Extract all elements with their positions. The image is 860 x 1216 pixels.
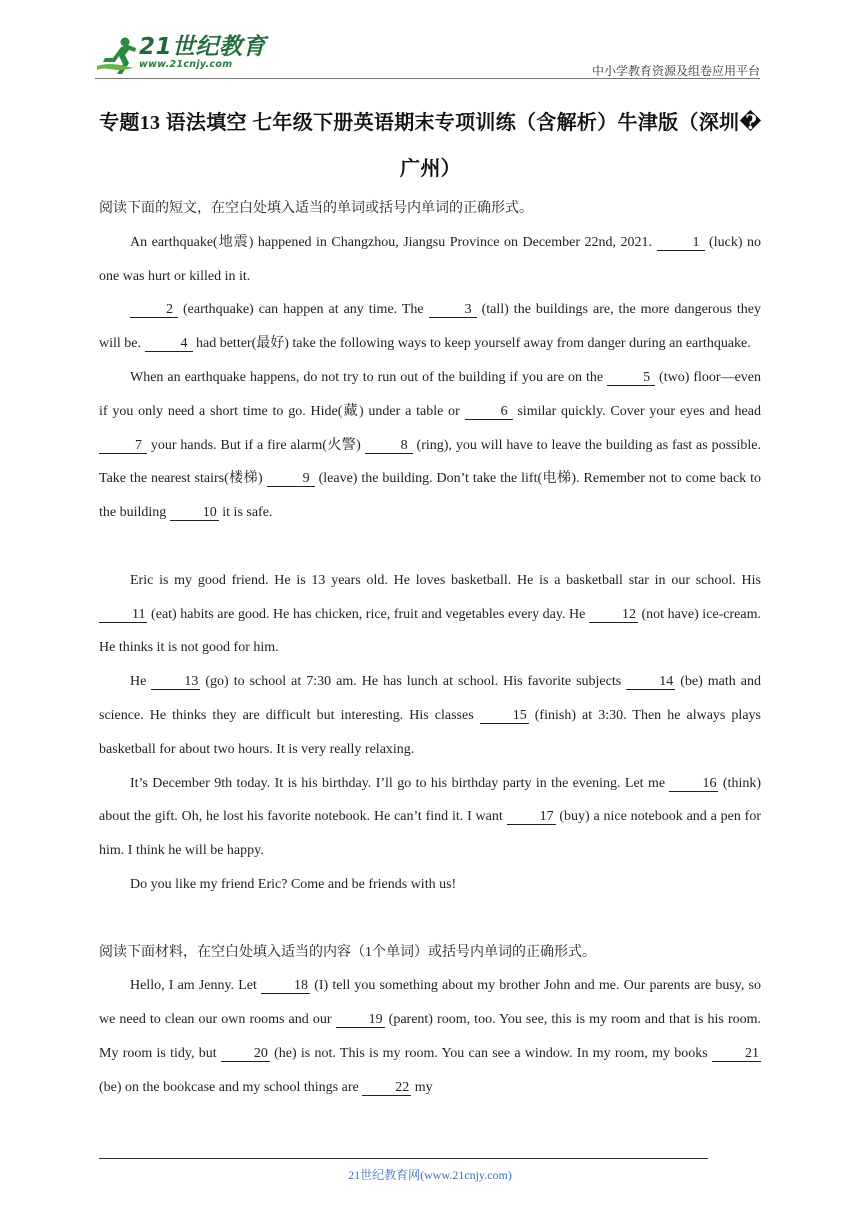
blank-5: 5 [607,370,655,386]
blank-20: 20 [221,1046,270,1062]
blank-11: 11 [99,607,147,623]
paragraph: Hello, I am Jenny. Let 18 (I) tell you something about my brother John and me. Our parents are busy, so we need to clean our own rooms and our 19 (parent) room, too. You see, this is my room and that is his room. My room is tidy, but 20 (he) is not. This is my room. You can see a window. In my room, my books 21 (be) on the bookcase and my school things are 22 my [99,978,761,1095]
blank-3: 3 [429,302,477,318]
blank-14: 14 [626,674,675,690]
site-logo [95,36,266,76]
paragraph: An earthquake(地震) happened in Changzhou, Jiangsu Province on December 22nd, 2021. 1 (luck) no one was hurt or killed in it. [99,234,761,284]
footer-source[interactable]: 21世纪教育网(www.21cnjy.com) [348,1168,512,1182]
blank-18: 18 [261,978,310,994]
blank-21: 21 [712,1046,761,1062]
paragraph: It’s December 9th today. It is his birthday. I’ll go to his birthday party in the evening. Let me 16 (think) about the gift. Oh, he lost his favorite notebook. He can’t find it. I want 17 (buy) a nice notebook and a pen for him. I think he will be happy. [99,775,761,859]
paragraph: Eric is my good friend. He is 13 years old. He loves basketball. He is a basketball star in our school. His 11 (eat) habits are good. He has chicken, rice, fruit and vegetables every day. He 12 (not have) ice-cream. He thinks it is not good for him. [99,572,761,656]
blank-1: 1 [657,235,705,251]
blank-7: 7 [99,438,147,454]
blank-12: 12 [589,607,638,623]
blank-22: 22 [362,1080,411,1096]
logo-url: www.21cnjy.com [139,59,233,70]
blank-9: 9 [267,471,315,487]
passage3-instruction: 阅读下面材料，在空白处填入适当的内容（1个单词）或括号内单词的正确形式。 [99,944,596,960]
passage1-instruction: 阅读下面的短文，在空白处填入适当的单词或括号内单词的正确形式。 [99,201,533,216]
blank-13: 13 [151,674,200,690]
footer-divider [99,1158,708,1159]
logo-wordmark: 21世纪教育 [139,34,267,60]
blank-17: 17 [507,809,556,825]
blank-19: 19 [336,1012,385,1028]
blank-4: 4 [145,336,193,352]
paragraph: He 13 (go) to school at 7:30 am. He has lunch at school. His favorite subjects 14 (be) math and science. He thinks they are difficult but interesting. His classes 15 (finish) at 3:30. Then he always plays basketball for about two hours. It is very really relaxing. [99,674,761,757]
blank-8: 8 [365,438,413,454]
document-body [99,192,761,1105]
paragraph: 2 (earthquake) can happen at any time. The 3 (tall) the buildings are, the more dangerous they will be. 4 had better(最好) take the following ways to keep yourself away from danger during an earthquake. [99,302,761,352]
paragraph: Do you like my friend Eric? Come and be friends with us! [130,876,457,892]
blank-15: 15 [480,708,529,724]
blank-10: 10 [170,505,219,521]
blank-6: 6 [465,404,513,420]
paragraph: When an earthquake happens, do not try to run out of the building if you are on the 5 (two) floor—even if you only need a short time to go. Hide(藏) under a table or 6 similar quickly. Cover your eyes and head 7 your hands. But if a fire alarm(火警) 8 (ring), you will have to leave the building as fast as possible. Take the nearest stairs(楼梯) 9 (leave) the building. Don’t take the lift(电梯). Remember not to come back to the building 10 it is safe. [99,369,762,521]
runner-logo-icon [95,36,137,76]
document-title: 专题13 语法填空 七年级下册英语期末专项训练（含解析）牛津版（深圳� 广州） [99,112,762,180]
platform-name: 中小学教育资源及组卷应用平台 [591,64,760,78]
page-header [95,36,760,80]
blank-16: 16 [669,776,718,792]
blank-2: 2 [130,302,178,318]
header-divider [95,78,760,79]
